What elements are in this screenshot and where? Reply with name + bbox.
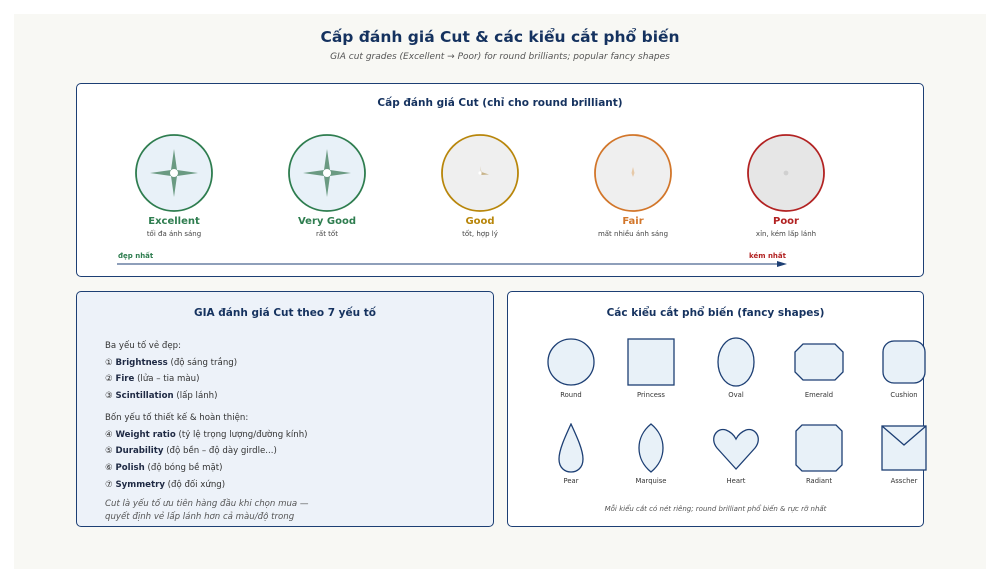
shape-oval <box>701 337 771 399</box>
grade-name: Excellent <box>148 216 200 227</box>
shape-asscher <box>869 423 939 485</box>
cut-factors-title: GIA đánh giá Cut theo 7 yếu tố <box>193 307 376 319</box>
factor-item <box>105 477 308 494</box>
factor-name: Polish <box>115 462 145 473</box>
page-subtitle: GIA cut grades (Excellent → Poor) for round brilliants; popular fancy shapes <box>330 52 670 62</box>
factor-item <box>105 460 308 477</box>
factors-note <box>105 498 345 523</box>
factor-description: (độ sáng trắng) <box>170 357 238 368</box>
factor-number: ⑥ <box>105 462 113 473</box>
shape-marquise <box>616 423 686 485</box>
shape-label: Princess <box>637 391 665 399</box>
factor-name: Fire <box>115 374 135 385</box>
grade-item <box>563 133 703 238</box>
shape-label: Asscher <box>890 477 918 485</box>
shape-label: Radiant <box>805 477 833 485</box>
shape-label: Oval <box>728 391 744 399</box>
cut-factors-panel <box>76 291 494 527</box>
factor-name: Durability <box>115 446 164 457</box>
factor-name: Scintillation <box>115 391 174 402</box>
shape-pear <box>536 423 606 485</box>
factors-list <box>105 338 308 493</box>
grade-name: Poor <box>772 216 799 227</box>
factor-description: (độ bền – độ dày girdle...) <box>166 446 277 457</box>
factor-name: Brightness <box>115 357 168 368</box>
diamond-icon <box>746 133 826 213</box>
pear-shape-icon <box>546 423 596 473</box>
factors-note-line-2: quyết định vẻ lấp lánh hơn cả màu/độ trong <box>105 511 295 522</box>
marquise-shape-icon <box>626 423 676 473</box>
cut-grades-title: Cấp đánh giá Cut (chỉ cho round brilliant) <box>377 97 623 109</box>
factor-item <box>105 443 308 460</box>
grade-item <box>104 133 244 238</box>
shape-label: Round <box>560 391 582 399</box>
factor-number: ② <box>105 374 113 385</box>
worst-label: kém nhất <box>749 252 786 260</box>
factor-item <box>105 388 308 405</box>
factor-description: (lấp lánh) <box>176 391 218 402</box>
grade-description: tối đa ánh sáng <box>146 230 202 238</box>
factor-number: ⑦ <box>105 479 113 490</box>
shapes-note: Mỗi kiểu cắt có nét riêng; round brilliant phổ biến & rực rỡ nhất <box>604 505 827 513</box>
factor-item <box>105 355 308 372</box>
diamond-icon <box>134 133 214 213</box>
best-label: đẹp nhất <box>118 252 154 260</box>
diamond-icon <box>287 133 367 213</box>
beauty-heading: Ba yếu tố vẻ đẹp: <box>105 341 182 351</box>
shape-label: Emerald <box>804 391 834 399</box>
factor-description: (độ bóng bề mặt) <box>147 462 223 473</box>
shape-label: Heart <box>726 477 746 485</box>
grade-item <box>257 133 397 238</box>
shape-heart <box>701 423 771 485</box>
shape-round <box>536 337 606 399</box>
asscher-shape-icon <box>879 423 929 473</box>
grade-item <box>410 133 550 238</box>
fancy-shapes-title: Các kiểu cắt phổ biến (fancy shapes) <box>606 307 825 319</box>
radiant-shape-icon <box>794 423 844 473</box>
factor-name: Weight ratio <box>115 429 176 440</box>
shape-label: Pear <box>563 477 579 485</box>
factor-item <box>105 371 308 388</box>
cushion-shape-icon <box>879 337 929 387</box>
princess-shape-icon <box>626 337 676 387</box>
oval-shape-icon <box>711 337 761 387</box>
factor-number: ③ <box>105 391 113 402</box>
grade-name: Good <box>465 216 495 227</box>
heart-shape-icon <box>711 423 761 473</box>
shape-label: Marquise <box>635 477 667 485</box>
grade-item <box>716 133 856 238</box>
factor-description: (tỷ lệ trọng lượng/đường kính) <box>178 429 308 440</box>
factor-number: ⑤ <box>105 446 113 457</box>
cut-grades-panel <box>76 83 924 277</box>
factor-name: Symmetry <box>115 479 165 490</box>
emerald-shape-icon <box>794 337 844 387</box>
diamond-icon <box>440 133 520 213</box>
grade-description: xỉn, kém lấp lánh <box>755 230 817 238</box>
round-shape-icon <box>546 337 596 387</box>
shape-radiant <box>784 423 854 485</box>
grade-description: tốt, hợp lý <box>462 230 498 238</box>
shape-label: Cushion <box>890 391 918 399</box>
grade-name: Fair <box>622 216 644 227</box>
design-heading: Bốn yếu tố thiết kế & hoàn thiện: <box>105 412 249 423</box>
shape-cushion <box>869 337 939 399</box>
factors-note-line-1: Cut là yếu tố ưu tiên hàng đầu khi chọn mua — <box>105 499 309 509</box>
factor-item <box>105 427 308 444</box>
grade-name: Very Good <box>297 216 356 227</box>
diamond-icon <box>593 133 673 213</box>
factor-number: ① <box>105 357 113 368</box>
shape-emerald <box>784 337 854 399</box>
factor-number: ④ <box>105 429 113 440</box>
factor-description: (độ đối xứng) <box>167 479 226 490</box>
grade-description: rất tốt <box>316 230 338 238</box>
grade-description: mất nhiều ánh sáng <box>597 230 669 238</box>
factor-description: (lửa – tia màu) <box>137 374 200 385</box>
shape-princess <box>616 337 686 399</box>
page-title: Cấp đánh giá Cut & các kiểu cắt phổ biến <box>320 28 680 46</box>
fancy-shapes-panel <box>507 291 924 527</box>
